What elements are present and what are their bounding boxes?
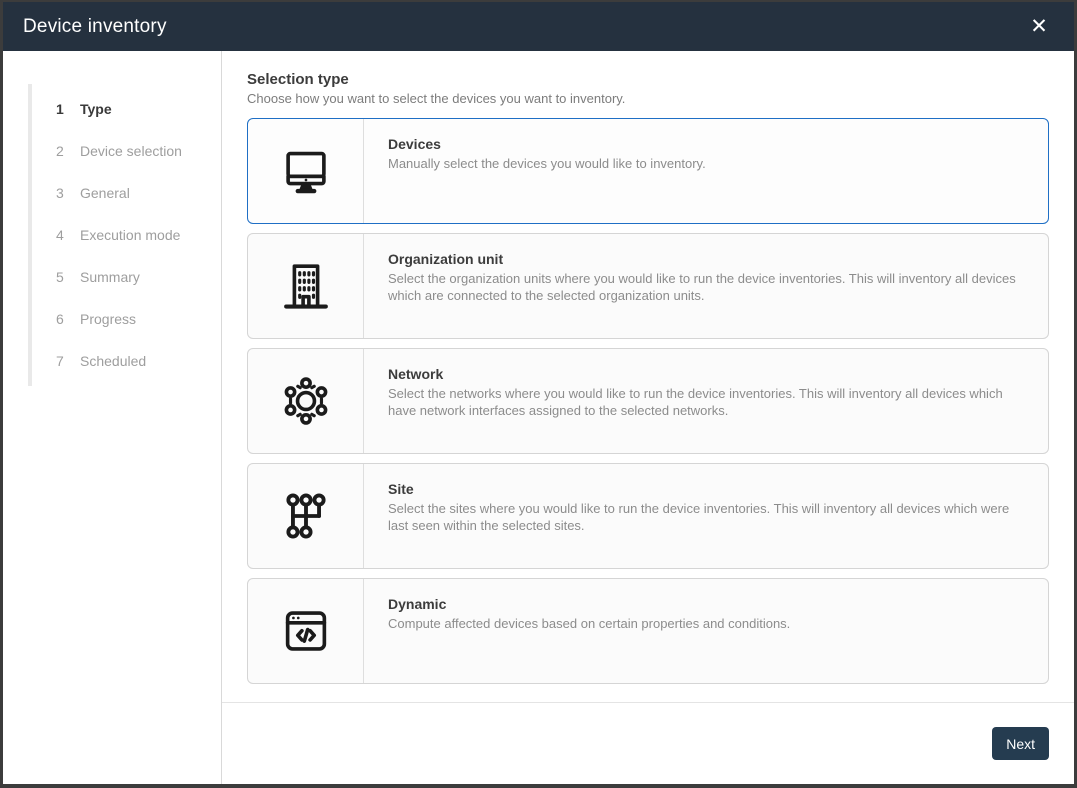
step-scheduled[interactable] <box>32 340 221 382</box>
monitor-icon <box>248 119 364 223</box>
step-list <box>28 84 221 386</box>
step-number: 4 <box>56 227 64 243</box>
step-progress[interactable] <box>32 298 221 340</box>
step-number: 7 <box>56 353 64 369</box>
device-inventory-modal <box>3 2 1074 784</box>
option-description: Compute affected devices based on certain properties and conditions. <box>388 616 791 631</box>
code-window-icon <box>248 579 364 683</box>
step-number: 2 <box>56 143 64 159</box>
step-label: Scheduled <box>80 353 147 369</box>
step-label: Device selection <box>80 143 182 159</box>
selection-type-panel <box>222 51 1074 702</box>
wizard-step-nav <box>3 51 222 784</box>
option-description: Select the networks where you would like to run the device inventories. This will inventory all devices which have network interfaces assigned to the selected networks. <box>388 386 1003 419</box>
network-icon <box>248 349 364 453</box>
option-title: Network <box>388 366 444 382</box>
option-title: Devices <box>388 136 441 152</box>
page-title: Selection type <box>247 71 349 88</box>
step-number: 1 <box>56 101 64 117</box>
step-summary[interactable] <box>32 256 221 298</box>
option-title: Organization unit <box>388 251 504 267</box>
option-card-site[interactable] <box>247 463 1049 569</box>
page-subtitle: Choose how you want to select the devices you want to inventory. <box>247 91 626 106</box>
option-title: Site <box>388 481 414 497</box>
selection-option-list <box>247 118 1049 684</box>
step-type[interactable] <box>32 88 221 130</box>
option-card-organization-unit[interactable] <box>247 233 1049 339</box>
option-description: Manually select the devices you would like to inventory. <box>388 156 706 171</box>
modal-header <box>3 2 1074 51</box>
option-card-dynamic[interactable] <box>247 578 1049 684</box>
step-execution-mode[interactable] <box>32 214 221 256</box>
site-icon <box>248 464 364 568</box>
step-label: Execution mode <box>80 227 181 243</box>
step-label: General <box>80 185 130 201</box>
modal-title: Device inventory <box>23 15 167 37</box>
option-description: Select the organization units where you would like to run the device inventories. This will inventory all devices which are connected to the selected organization units. <box>388 271 1016 304</box>
step-device-selection[interactable] <box>32 130 221 172</box>
option-card-devices[interactable] <box>247 118 1049 224</box>
close-icon[interactable]: ✕ <box>1024 12 1054 42</box>
option-title: Dynamic <box>388 596 447 612</box>
step-number: 5 <box>56 269 64 285</box>
modal-footer <box>222 702 1074 784</box>
building-icon <box>248 234 364 338</box>
step-label: Type <box>80 101 112 117</box>
step-number: 3 <box>56 185 64 201</box>
step-general[interactable] <box>32 172 221 214</box>
option-description: Select the sites where you would like to run the device inventories. This will inventory all devices which were last seen within the selected sites. <box>388 501 1010 534</box>
step-label: Progress <box>80 311 137 327</box>
next-button[interactable]: Next <box>992 727 1049 760</box>
step-number: 6 <box>56 311 64 327</box>
option-card-network[interactable] <box>247 348 1049 454</box>
step-label: Summary <box>80 269 140 285</box>
